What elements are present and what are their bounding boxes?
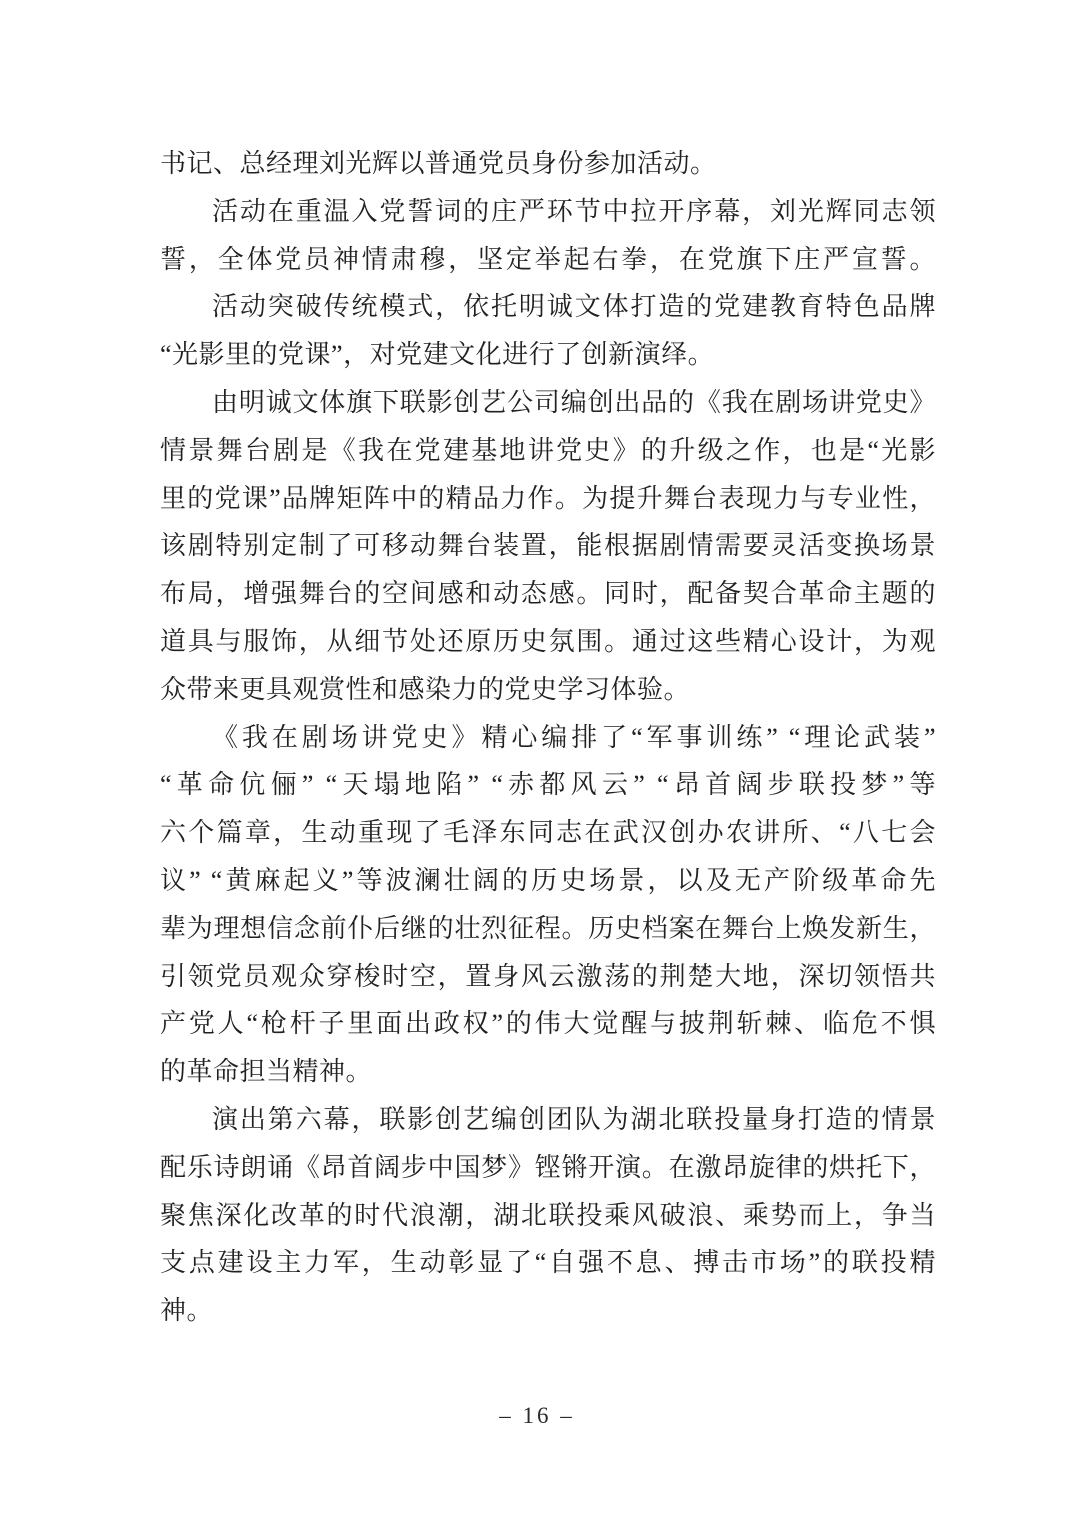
text-line: “革命伉俪” “天塌地陷” “赤都风云” “昂首阔步联投梦”等 [160, 770, 936, 800]
text-line: 《我在剧场讲党史》精心编排了“军事训练” “理论武装” [212, 722, 936, 752]
text-line: 情景舞台剧是《我在党建基地讲党史》的升级之作，也是“光影 [160, 435, 936, 465]
text-line: 道具与服饰，从细节处还原历史氛围。通过这些精心设计，为观 [160, 626, 936, 656]
text-line: 神。 [160, 1296, 214, 1326]
paragraph [160, 714, 936, 1096]
text-line: 的革命担当精神。 [160, 1057, 373, 1087]
text-line: 该剧特别定制了可移动舞台装置，能根据剧情需要灵活变换场景 [160, 531, 936, 561]
text-line: 誓，全体党员神情肃穆，坚定举起右拳，在党旗下庄严宣誓。 [160, 244, 936, 274]
text-line: 众带来更具观赏性和感染力的党史学习体验。 [160, 674, 691, 704]
text-line: 产党人“枪杆子里面出政权”的伟大觉醒与披荆斩棘、临危不惧 [160, 1009, 936, 1039]
text-line: 布局，增强舞台的空间感和动态感。同时，配备契合革命主题的 [160, 579, 936, 609]
text-line: 辈为理想信念前仆后继的壮烈征程。历史档案在舞台上焕发新生， [160, 913, 936, 943]
paragraph [160, 1096, 936, 1335]
page-number: – 16 – [499, 1403, 575, 1428]
paragraph [160, 379, 936, 714]
text-line: 引领党员观众穿梭时空，置身风云激荡的荆楚大地，深切领悟共 [160, 961, 936, 991]
text-line: 活动在重温入党誓词的庄严环节中拉开序幕，刘光辉同志领 [212, 196, 936, 226]
text-line: 配乐诗朗诵《昂首阔步中国梦》铿锵开演。在激昂旋律的烘托下， [160, 1152, 936, 1182]
text-line: 六个篇章，生动重现了毛泽东同志在武汉创办农讲所、“八七会 [160, 818, 936, 848]
text-line: 书记、总经理刘光辉以普通党员身份参加活动。 [160, 149, 717, 178]
paragraph [160, 140, 936, 188]
text-line: “光影里的党课”，对党建文化进行了创新演绎。 [160, 340, 715, 370]
document-body [160, 140, 936, 1335]
text-line: 演出第六幕，联影创艺编创团队为湖北联投量身打造的情景 [212, 1104, 936, 1134]
paragraph [160, 188, 936, 284]
text-line: 里的党课”品牌矩阵中的精品力作。为提升舞台表现力与专业性， [160, 483, 936, 513]
text-line: 活动突破传统模式，依托明诚文体打造的党建教育特色品牌 [212, 292, 936, 322]
text-line: 聚焦深化改革的时代浪潮，湖北联投乘风破浪、乘势而上，争当 [160, 1200, 936, 1230]
text-line: 支点建设主力军，生动彰显了“自强不息、搏击市场”的联投精 [160, 1248, 936, 1278]
text-line: 议” “黄麻起义”等波澜壮阔的历史场景，以及无产阶级革命先 [160, 865, 936, 895]
text-line: 由明诚文体旗下联影创艺公司编创出品的《我在剧场讲党史》 [212, 387, 936, 417]
paragraph [160, 283, 936, 379]
